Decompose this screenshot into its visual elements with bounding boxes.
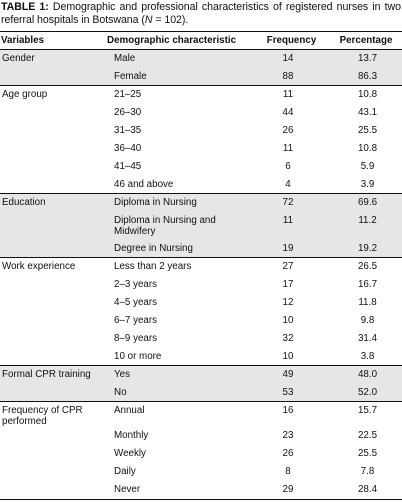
percentage-cell: 52.0 bbox=[329, 384, 402, 402]
characteristic-cell: Diploma in Nursing and Midwifery bbox=[106, 212, 253, 240]
variable-cell-empty bbox=[0, 158, 106, 176]
variable-cell-empty bbox=[0, 312, 106, 330]
frequency-cell: 8 bbox=[285, 466, 291, 477]
characteristic-cell: Daily bbox=[114, 466, 136, 477]
percentage-cell: 10.8 bbox=[329, 86, 402, 104]
frequency-cell: 49 bbox=[253, 366, 329, 384]
table-row bbox=[0, 276, 402, 294]
frequency-cell: 23 bbox=[282, 430, 294, 441]
frequency-cell: 14 bbox=[253, 50, 329, 68]
frequency-cell: 44 bbox=[282, 106, 294, 118]
percentage-cell: 16.7 bbox=[357, 278, 378, 290]
table-row bbox=[0, 50, 402, 68]
variable-cell-empty bbox=[0, 122, 106, 140]
percentage-cell: 25.5 bbox=[357, 124, 378, 136]
header-variables: Variables bbox=[0, 32, 106, 50]
characteristic-cell: Monthly bbox=[114, 430, 149, 441]
table-row bbox=[0, 402, 402, 428]
percentage-cell: 19.2 bbox=[329, 240, 402, 258]
characteristic-cell: Less than 2 years bbox=[106, 258, 253, 276]
frequency-cell: 27 bbox=[253, 258, 329, 276]
variable-cell-empty bbox=[0, 445, 106, 463]
frequency-cell: 26 bbox=[282, 448, 294, 459]
variable-cell-empty bbox=[0, 68, 106, 86]
table-row bbox=[0, 140, 402, 158]
table-row bbox=[0, 481, 402, 499]
characteristic-cell: 26–30 bbox=[114, 106, 142, 118]
characteristic-cell: Female bbox=[106, 68, 253, 86]
variable-cell: Education bbox=[0, 194, 106, 212]
table-row bbox=[0, 86, 402, 104]
frequency-cell: 10 bbox=[282, 314, 294, 326]
variable-cell-empty bbox=[0, 240, 106, 258]
percentage-cell: 11.8 bbox=[358, 296, 377, 308]
caption-n-symbol: N bbox=[144, 14, 153, 26]
frequency-cell: 26 bbox=[282, 124, 294, 136]
variable-cell: Work experience bbox=[0, 258, 106, 276]
table-row bbox=[0, 330, 402, 348]
percentage-cell: 25.5 bbox=[357, 448, 378, 459]
variable-cell-empty bbox=[0, 276, 106, 294]
table-row bbox=[0, 158, 402, 176]
variable-cell-empty bbox=[0, 384, 106, 402]
table-body bbox=[0, 50, 402, 500]
characteristic-cell: Never bbox=[106, 481, 253, 499]
table-row bbox=[0, 384, 402, 402]
variable-cell-empty bbox=[0, 294, 106, 312]
percentage-cell: 13.7 bbox=[329, 50, 402, 68]
characteristic-cell: 46 and above bbox=[114, 178, 174, 190]
table-row bbox=[0, 366, 402, 384]
frequency-cell: 12 bbox=[282, 296, 294, 308]
percentage-cell: 5.9 bbox=[360, 160, 375, 172]
frequency-cell: 4 bbox=[285, 178, 291, 190]
characteristic-cell: 6–7 years bbox=[114, 314, 158, 326]
variable-cell-empty bbox=[0, 481, 106, 499]
percentage-cell: 26.5 bbox=[329, 258, 402, 276]
characteristic-cell: 10 or more bbox=[114, 350, 162, 362]
percentage-cell: 31.4 bbox=[357, 332, 378, 344]
variable-cell-empty bbox=[0, 330, 106, 348]
percentage-cell: 7.8 bbox=[360, 466, 375, 477]
frequency-cell: 88 bbox=[253, 68, 329, 86]
variable-cell: Age group bbox=[0, 86, 106, 104]
frequency-cell: 11 bbox=[253, 212, 329, 240]
variable-cell-empty bbox=[0, 427, 106, 445]
caption-text-end: = 102). bbox=[152, 14, 189, 26]
characteristic-cell: Male bbox=[106, 50, 253, 68]
characteristic-cell: Weekly bbox=[114, 448, 146, 459]
characteristic-cell: Yes bbox=[106, 366, 253, 384]
variable-cell-empty bbox=[0, 212, 106, 240]
table-row bbox=[0, 348, 402, 366]
percentage-cell: 3.8 bbox=[360, 350, 375, 362]
characteristic-cell: 36–40 bbox=[114, 142, 142, 154]
variable-cell: Formal CPR training bbox=[0, 366, 106, 384]
percentage-cell: 22.5 bbox=[357, 430, 378, 441]
table-row bbox=[0, 312, 402, 330]
frequency-cell: 16 bbox=[253, 402, 329, 428]
table-row bbox=[0, 104, 402, 122]
variable-cell-empty bbox=[0, 463, 106, 481]
percentage-cell: 86.3 bbox=[329, 68, 402, 86]
table-header-row bbox=[0, 32, 402, 50]
table-row bbox=[0, 212, 402, 240]
table-row bbox=[0, 176, 402, 194]
frequency-cell: 19 bbox=[253, 240, 329, 258]
frequency-cell: 29 bbox=[253, 481, 329, 499]
characteristic-cell: 2–3 years bbox=[114, 278, 158, 290]
frequency-cell: 17 bbox=[282, 278, 294, 290]
variable-cell: Frequency of CPR performed bbox=[0, 402, 106, 428]
frequency-cell: 32 bbox=[282, 332, 294, 344]
percentage-cell: 48.0 bbox=[329, 366, 402, 384]
header-characteristic: Demographic characteristic bbox=[106, 32, 253, 50]
characteristic-cell: No bbox=[106, 384, 253, 402]
characteristic-cell: Diploma in Nursing bbox=[106, 194, 253, 212]
frequency-cell: 72 bbox=[253, 194, 329, 212]
percentage-cell: 10.8 bbox=[357, 142, 378, 154]
variable-cell-empty bbox=[0, 104, 106, 122]
header-frequency: Frequency bbox=[253, 32, 329, 50]
frequency-cell: 10 bbox=[282, 350, 294, 362]
characteristic-cell: Degree in Nursing bbox=[106, 240, 253, 258]
table-row bbox=[0, 240, 402, 258]
variable-cell-empty bbox=[0, 176, 106, 194]
demographics-table bbox=[0, 31, 402, 500]
characteristic-cell: 21–25 bbox=[106, 86, 253, 104]
table-row bbox=[0, 122, 402, 140]
variable-cell: Gender bbox=[0, 50, 106, 68]
percentage-cell: 3.9 bbox=[360, 178, 375, 190]
frequency-cell: 11 bbox=[282, 142, 294, 154]
characteristic-cell: 41–45 bbox=[114, 160, 142, 172]
table-row bbox=[0, 445, 402, 463]
table-row bbox=[0, 427, 402, 445]
percentage-cell: 15.7 bbox=[329, 402, 402, 428]
percentage-cell: 9.8 bbox=[360, 314, 375, 326]
header-percentage: Percentage bbox=[329, 32, 402, 50]
characteristic-cell: 8–9 years bbox=[114, 332, 158, 344]
variable-cell-empty bbox=[0, 140, 106, 158]
table-row bbox=[0, 258, 402, 276]
frequency-cell: 11 bbox=[253, 86, 329, 104]
caption-text: Demographic and professional characteristics of registered nurses in two referral hospitals in Botswana ( bbox=[1, 1, 401, 26]
table-row bbox=[0, 68, 402, 86]
caption-label: TABLE 1: bbox=[1, 1, 49, 13]
characteristic-cell: Annual bbox=[106, 402, 253, 428]
table-caption bbox=[1, 1, 401, 27]
percentage-cell: 28.4 bbox=[329, 481, 402, 499]
frequency-cell: 53 bbox=[253, 384, 329, 402]
table-row bbox=[0, 194, 402, 212]
table-row bbox=[0, 463, 402, 481]
percentage-cell: 43.1 bbox=[357, 106, 378, 118]
characteristic-cell: 31–35 bbox=[114, 124, 142, 136]
variable-cell-empty bbox=[0, 348, 106, 366]
frequency-cell: 6 bbox=[285, 160, 291, 172]
percentage-cell: 69.6 bbox=[329, 194, 402, 212]
table-row bbox=[0, 294, 402, 312]
characteristic-cell: 4–5 years bbox=[114, 296, 158, 308]
percentage-cell: 11.2 bbox=[329, 212, 402, 240]
